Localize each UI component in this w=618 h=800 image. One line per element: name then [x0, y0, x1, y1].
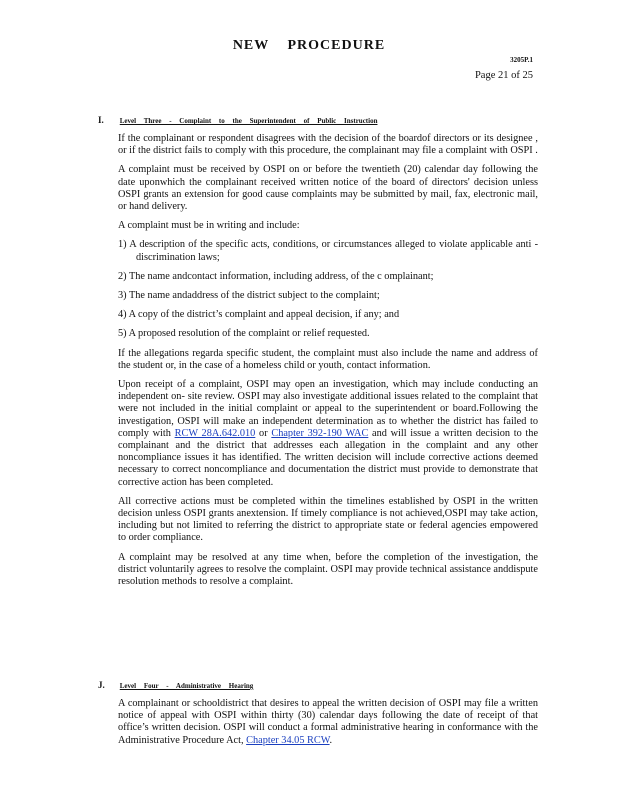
- list-item: 2) The name andcontact information, including address, of the c omplainant;: [118, 270, 434, 282]
- list-item: 3) The name andaddress of the district subject to the complaint;: [118, 290, 380, 302]
- paragraph-text: A complainant or schooldistrict that desires to appeal the written decision of OSPI may file a written notice of appeal with OSPI within thirty (30) calendar days following the date of receipt of that office’s written decision. OSPI will conduct a formal administrative hearing in conformance with the Administrative Procedure Act,: [118, 698, 538, 746]
- section-heading-text: Level Four - Administrative Hearing: [119, 682, 254, 690]
- list-item: 5) A proposed resolution of the complaint or relief requested.: [118, 328, 370, 340]
- rcw-link[interactable]: RCW 28A.642.010: [174, 427, 256, 439]
- section-j-body: [118, 698, 538, 754]
- section-i-body: [118, 133, 538, 595]
- paragraph-text: .: [329, 734, 333, 746]
- section-heading-j: [98, 680, 253, 690]
- paragraph-text: Upon receipt of a complaint, OSPI may open an investigation, which may include conducting an independent on- site review. OSPI may also investigate additional issues related to the complaint that were not included in the initial complaint or appeal to the superintendent or board.Following the investigation, OSPI will make an independent determination as to whether the district has failed to comply with: [118, 379, 538, 439]
- section-letter: I.: [98, 115, 104, 125]
- paragraph: If the complainant or respondent disagrees with the decision of the boardof directors or its designee , or if the district fails to comply with this procedure, the complainant may file a complaint with OSPI .: [118, 133, 538, 157]
- paragraph: A complaint must be received by OSPI on or before the twentieth (20) calendar day following the date uponwhich the complainant received written notice of the board of directors' decision unless OSPI grants an extension for good cause complaints may be submitted by mail, fax, electronic mail, or hand delivery.: [118, 164, 538, 213]
- paragraph: If the allegations regarda specific student, the complaint must also include the name and address of the student or, in the case of a homeless child or youth, contact information.: [118, 347, 538, 371]
- paragraph: A complaint may be resolved at any time when, before the completion of the investigation, the district voluntarily agrees to resolve the complaint. OSPI may provide technical assistance anddispute resolution methods to resolve a complaint.: [118, 551, 538, 588]
- paragraph: [118, 379, 538, 489]
- section-heading-i: [98, 115, 377, 125]
- section-heading-text: Level Three - Complaint to the Superintendent of Public Instruction: [119, 117, 378, 125]
- list-item: 1) A description of the specific acts, conditions, or circumstances alleged to violate applicable anti -discrimination laws;: [118, 239, 538, 263]
- paragraph: All corrective actions must be completed within the timelines established by OSPI in the written decision unless OSPI grants anextension. If timely compliance is not achieved,OSPI may take action, including but not limited to referring the district to appropriate state or federal agencies empowered to order compliance.: [118, 495, 538, 544]
- paragraph: A complaint must be in writing and include:: [118, 220, 300, 232]
- paragraph-text: or: [259, 427, 268, 439]
- paragraph: [118, 698, 538, 747]
- page-number: Page 21 of 25: [474, 70, 533, 81]
- chapter-link[interactable]: Chapter 34.05 RCW: [246, 734, 330, 746]
- list-item: 4) A copy of the district’s complaint and appeal decision, if any; and: [118, 309, 400, 321]
- section-letter: J.: [98, 680, 105, 690]
- paragraph-text: and will issue a written decision to the complainant and the district that addresses each allegation in the complaint and any other noncompliance issues it has identified. The written decision will include corrective actions deemed necessary to correct noncompliance and documentation the district must provide to demonstrate that corrective action has been completed.: [118, 427, 539, 488]
- page-title: NEW PROCEDURE: [232, 38, 386, 53]
- wac-link[interactable]: Chapter 392-190 WAC: [271, 427, 369, 439]
- document-number: 3205P.1: [510, 56, 533, 64]
